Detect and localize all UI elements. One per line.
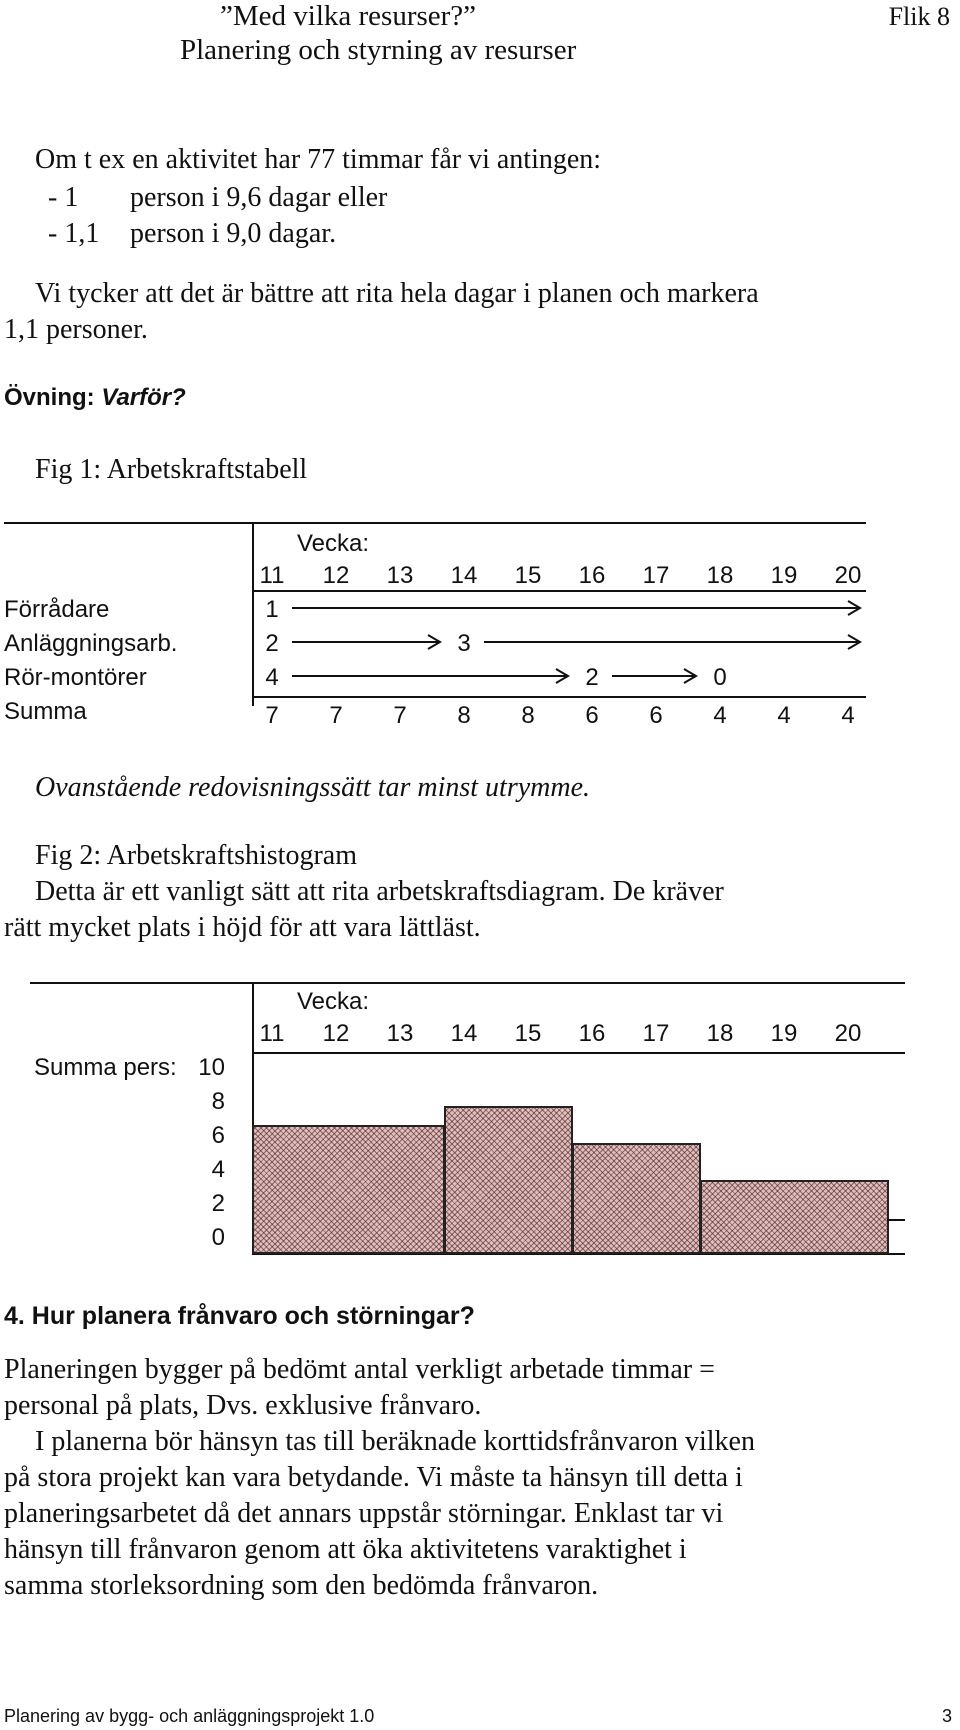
row-label-forradare: Förrådare (4, 596, 110, 623)
sum-value: 6 (585, 702, 599, 729)
section-4-paragraph-line: på stora projekt kan vara betydande. Vi måste ta hänsyn till detta i (4, 1462, 743, 1493)
sum-value: 8 (457, 702, 471, 729)
x-tick-label: 12 (322, 1020, 350, 1047)
week-header: 12 (322, 562, 350, 589)
sum-value: 4 (777, 702, 791, 729)
x-tick-label: 16 (578, 1020, 606, 1047)
week-header: 15 (514, 562, 542, 589)
page-subtitle: Planering och styrning av resurser (180, 34, 577, 66)
y-tick-label: 2 (211, 1190, 225, 1217)
x-tick-label: 15 (514, 1020, 542, 1047)
forradare-value: 1 (265, 596, 279, 623)
x-tick-label: 11 (259, 1020, 285, 1047)
fig2-title: Fig 2: Arbetskraftshistogram (35, 840, 357, 871)
vecka-label: Vecka: (297, 530, 370, 557)
x-tick-label: 20 (834, 1020, 862, 1047)
x-tick-label: 14 (450, 1020, 478, 1047)
exercise-question: Varför? (101, 384, 186, 411)
x-tick-label: 18 (706, 1020, 734, 1047)
page-number: 3 (941, 1706, 952, 1726)
sum-value: 7 (265, 702, 279, 729)
histogram-bar (572, 1143, 701, 1254)
y-tick-label: 4 (211, 1156, 225, 1183)
section-4-paragraph-line: hänsyn till frånvaron genom att öka aktivitetens varaktighet i (4, 1534, 687, 1565)
fig1-title: Fig 1: Arbetskraftstabell (35, 454, 308, 485)
week-header: 18 (706, 562, 734, 589)
week-header: 16 (578, 562, 606, 589)
chart-header-rule (252, 1052, 905, 1054)
row-label-summa: Summa (4, 698, 87, 725)
sum-value: 6 (649, 702, 663, 729)
option-1-prefix: - 1 (48, 182, 79, 213)
sum-value: 8 (521, 702, 535, 729)
row-label-ror-montorer: Rör-montörer (4, 664, 147, 691)
section-4-paragraph-line: Planeringen bygger på bedömt antal verkligt arbetade timmar = (4, 1354, 715, 1385)
x-tick-label: 17 (642, 1020, 670, 1047)
ror-montorer-value: 4 (265, 664, 279, 691)
section-4-paragraph-line: samma storleksordning som den bedömda frånvaron. (4, 1570, 599, 1601)
fig1-caption: Ovanstående redovisningssätt tar minst utrymme. (35, 772, 591, 803)
fig2-description-line: Detta är ett vanligt sätt att rita arbetskraftsdiagram. De kräver (35, 876, 724, 907)
week-header: 19 (770, 562, 798, 589)
anlaggningsarb-value: 2 (265, 630, 279, 657)
sum-value: 4 (841, 702, 855, 729)
section-4-paragraph-line: I planerna bör hänsyn tas till beräknade korttidsfrånvaron vilken (35, 1426, 755, 1457)
row-label-anlaggningsarb: Anläggningsarb. (4, 630, 178, 657)
intro-line: Om t ex en aktivitet har 77 timmar får vi antingen: (35, 144, 602, 175)
section-4-heading: 4. Hur planera frånvaro och störningar? (4, 1302, 475, 1330)
week-header: 13 (386, 562, 414, 589)
sum-value: 4 (713, 702, 727, 729)
duration-arrows (0, 0, 960, 720)
chart-top-rule (30, 982, 905, 984)
option-1-text: person i 9,6 dagar eller (130, 182, 388, 213)
histogram-bar (444, 1106, 573, 1254)
section-4-paragraph-line: personal på plats, Dvs. exklusive frånvaro. (4, 1390, 482, 1421)
week-header: 11 (259, 562, 285, 589)
ror-montorer-value: 2 (585, 664, 599, 691)
x-tick-label: 19 (770, 1020, 798, 1047)
ror-montorer-value: 0 (713, 664, 727, 691)
exercise-label: Övning: (4, 384, 102, 411)
sum-value: 7 (329, 702, 343, 729)
y-tick-label: 0 (211, 1224, 225, 1251)
histogram-bar (700, 1180, 889, 1254)
anlaggningsarb-value: 3 (457, 630, 471, 657)
week-header: 20 (834, 562, 862, 589)
intro-paragraph-line: 1,1 personer. (4, 314, 148, 345)
y-tick-label: 10 (198, 1054, 225, 1081)
y-tick-label: 6 (211, 1122, 225, 1149)
option-2-text: person i 9,0 dagar. (130, 218, 337, 249)
page-title: ”Med vilka resurser?” (220, 0, 477, 32)
chart-xlabel: Vecka: (297, 988, 370, 1015)
fig2-description-line: rätt mycket plats i höjd för att vara lättläst. (4, 912, 481, 943)
tab-label: Flik 8 (888, 2, 950, 31)
week-header: 14 (450, 562, 478, 589)
chart-ylabel: Summa pers: (34, 1054, 177, 1081)
sum-value: 7 (393, 702, 407, 729)
y-tick-label: 8 (211, 1088, 225, 1115)
histogram-bar (252, 1125, 445, 1255)
footer-text: Planering av bygg- och anläggningsprojekt 1.0 (4, 1706, 375, 1726)
chart-right-tick (887, 1219, 905, 1221)
x-tick-label: 13 (386, 1020, 414, 1047)
option-2-prefix: - 1,1 (48, 218, 100, 249)
section-4-paragraph-line: planeringsarbetet då det annars uppstår störningar. Enklast tar vi (4, 1498, 724, 1529)
intro-paragraph-line: Vi tycker att det är bättre att rita hela dagar i planen och markera (35, 278, 759, 309)
week-header: 17 (642, 562, 670, 589)
